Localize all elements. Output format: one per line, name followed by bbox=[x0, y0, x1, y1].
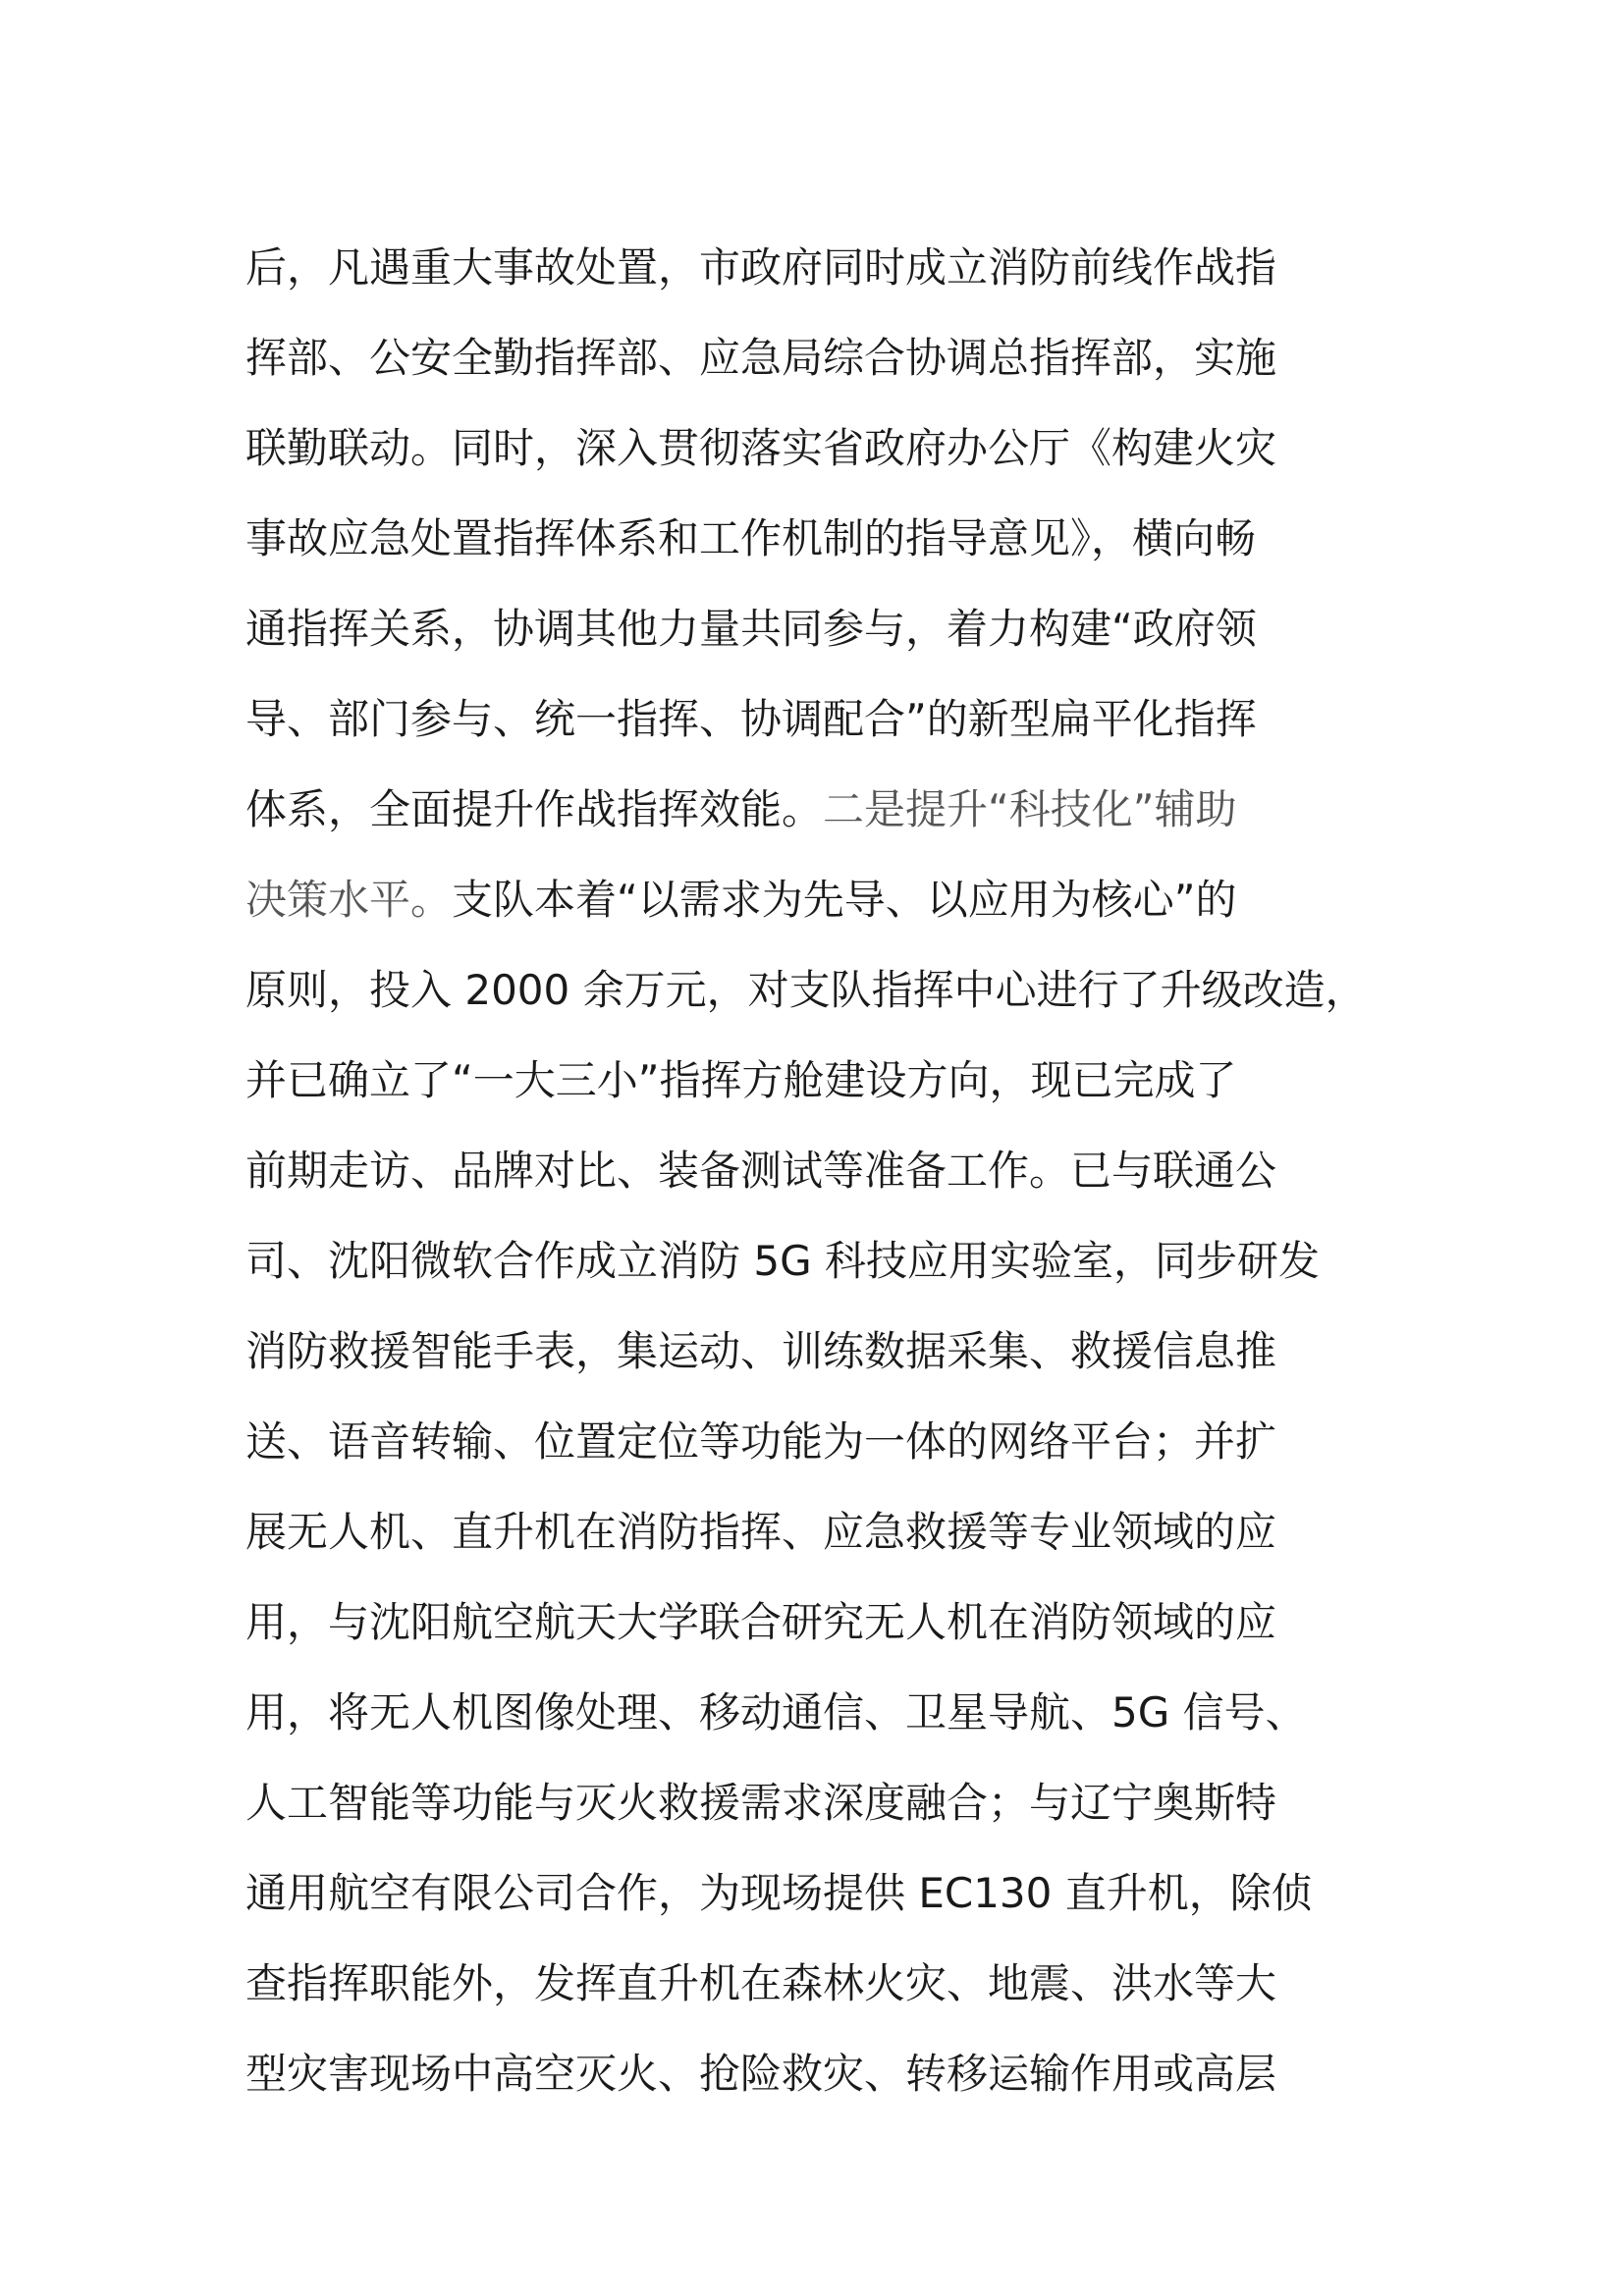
text-line: 送、语音转输、位置定位等功能为一体的网络平台；并扩 bbox=[245, 1417, 1277, 1466]
text-line: 消防救援智能手表，集运动、训练数据采集、救援信息推 bbox=[245, 1327, 1277, 1375]
text-line bbox=[245, 855, 1394, 945]
text-line: 司、沈阳微软合作成立消防 5G 科技应用实验室，同步研发 bbox=[245, 1237, 1320, 1285]
text-line: 通用航空有限公司合作，为现场提供 EC130 直升机，除侦 bbox=[245, 1869, 1313, 1917]
text-line: 展无人机、直升机在消防指挥、应急救援等专业领域的应 bbox=[245, 1508, 1277, 1556]
text-line: 导、部门参与、统一指挥、协调配合”的新型扁平化指挥 bbox=[245, 695, 1257, 743]
text-line: 挥部、公安全勤指挥部、应急局综合协调总指挥部，实施 bbox=[245, 334, 1277, 382]
text-line: 人工智能等功能与灭火救援需求深度融合；与辽宁奥斯特 bbox=[245, 1779, 1277, 1827]
text-line: 并已确立了“一大三小”指挥方舱建设方向，现已完成了 bbox=[245, 1056, 1237, 1104]
subheading-segment: 决策水平。 bbox=[245, 876, 453, 924]
text-line: 型灾害现场中高空灭火、抢险救灾、转移运输作用或高层 bbox=[245, 2050, 1277, 2098]
body-text bbox=[245, 223, 1394, 2119]
text-segment: 体系，全面提升作战指挥效能。 bbox=[245, 785, 824, 833]
text-segment: 支队本着“以需求为先导、以应用为核心”的 bbox=[452, 876, 1237, 924]
text-line: 用，将无人机图像处理、移动通信、卫星导航、5G 信号、 bbox=[245, 1688, 1307, 1736]
text-line: 前期走访、品牌对比、装备测试等准备工作。已与联通公 bbox=[245, 1147, 1277, 1195]
text-line: 原则，投入 2000 余万元，对支队指挥中心进行了升级改造， bbox=[245, 966, 1367, 1014]
subheading-segment: 二是提升“科技化”辅助 bbox=[823, 785, 1237, 833]
text-line bbox=[245, 765, 1394, 855]
text-line: 用，与沈阳航空航天大学联合研究无人机在消防领域的应 bbox=[245, 1598, 1277, 1646]
text-line: 后，凡遇重大事故处置，市政府同时成立消防前线作战指 bbox=[245, 243, 1277, 292]
text-line: 查指挥职能外，发挥直升机在森林火灾、地震、洪水等大 bbox=[245, 1959, 1277, 2007]
text-line: 事故应急处置指挥体系和工作机制的指导意见》，横向畅 bbox=[245, 514, 1257, 562]
text-line: 联勤联动。同时，深入贯彻落实省政府办公厅《构建火灾 bbox=[245, 424, 1277, 472]
text-line: 通指挥关系，协调其他力量共同参与，着力构建“政府领 bbox=[245, 605, 1257, 653]
